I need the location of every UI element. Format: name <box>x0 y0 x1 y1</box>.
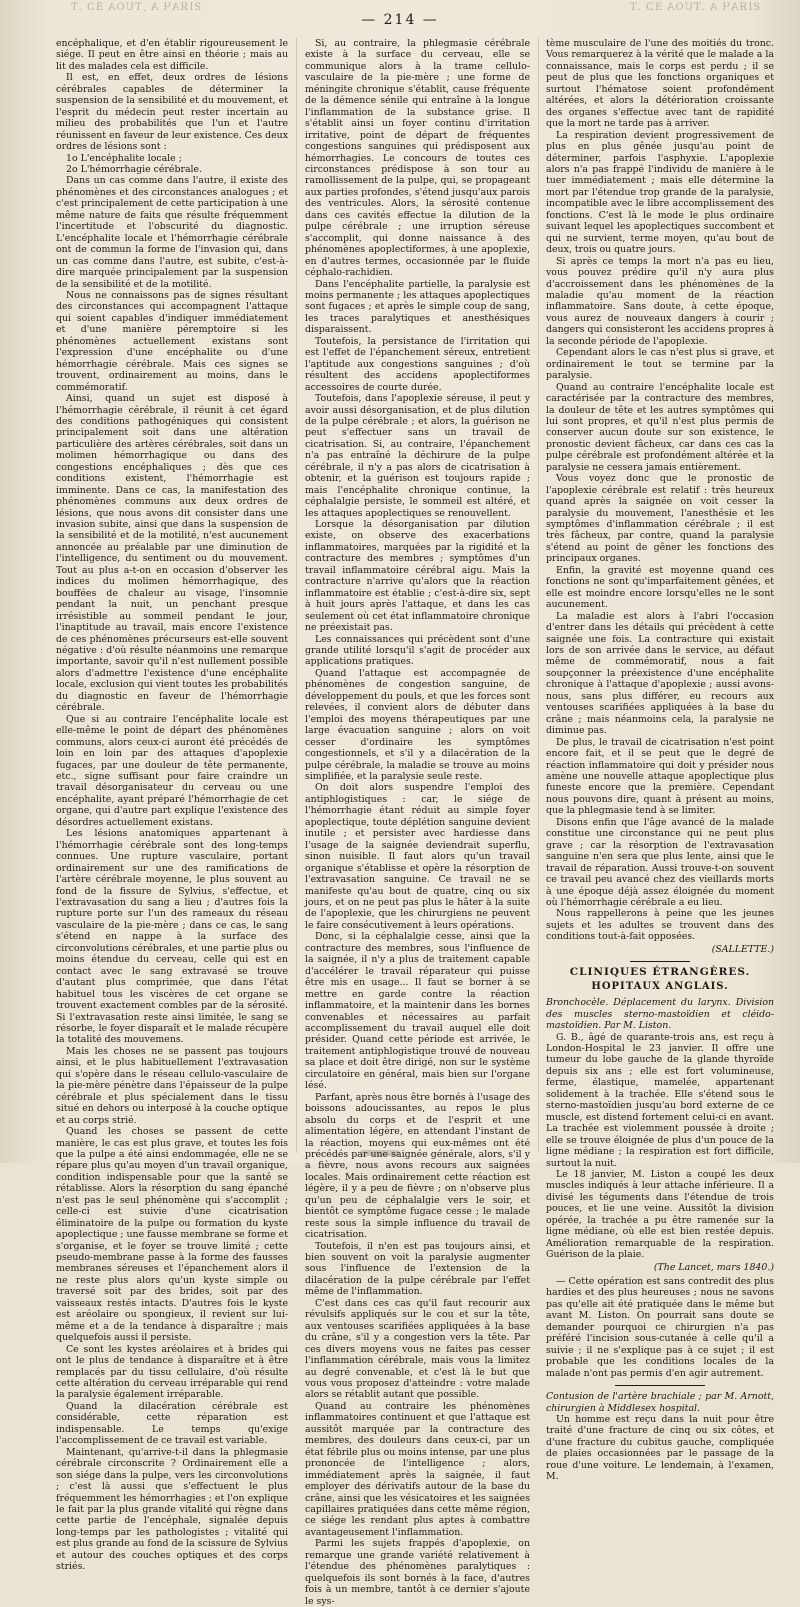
paragraph: Toutefois, dans l'apoplexie séreuse, il peut y avoir aussi désorganisation, et de plus dilution de la pulpe cérébrale ; et alors, la guérison ne peut s'effectuer sans un travail de cicatrisation. Si, au contraire, l'épanchement n'a pas entraîné la déchirure de la pulpe cérébrale, il n'y a pas alors de cicatrisation à obtenir, et la guérison est toujours rapide ; mais l'encéphalite chronique continue, la céphalalgie persiste, le sommeil est altéré, et les attaques apoplectiques se renouvellent. <box>305 393 530 519</box>
show-through-text-right: ƧIЯAЧ A .TUOA ƎƆ .T <box>628 2 760 13</box>
paragraph: C'est dans ces cas qu'il faut recourir aux révulsifs appliqués sur le cou et sur la tête, aux ventouses scarifiées appliquées à la base du crâne, s'il y a congestion vers la tête. Par ces divers moyens vous ne faites pas cesser l'inflammation cérébrale, mais vous la limitez au degré convenable, et c'est là le but que vous vous proposez d'atteindre : votre malade alors se rétablit autant que possible. <box>305 1297 530 1401</box>
paragraph: Ce sont les kystes aréolaires et à brides qui ont le plus de tendance à disparaître et à être remplacés par du tissu cellulaire, d'où résulte cette altération du cerveau irréparable qui rend la paralysie également irréparable. <box>56 1343 288 1401</box>
paragraph: Donc, si la céphalalgie cesse, ainsi que la contracture des membres, sous l'influence de la saignée, il n'y a plus de traitement capable d'accélérer le travail réparateur qui puisse être mis en usage... Il faut se borner à se mettre en garde contre la réaction inflammatoire, et la maintenir dans les bornes convenables et nécessaires au parfait accomplissement du travail auquel elle doit présider. Quand cette période est arrivée, le traitement antiphlogistique trouvé de nouveau sa place et doit être dirigé, non sur le système circulatoire en général, mais bien sur l'organe lésé. <box>305 931 530 1092</box>
show-through-text-left: ƧIЯAЧ A ,TUOA ƎƆ .T <box>70 2 202 13</box>
paragraph: Quand l'attaque est accompagnée de phénomènes de congestion sanguine, de développement du pouls, et que les forces sont relevées, il convient alors de débuter dans l'emploi des moyens thérapeutiques par une large évacuation sanguine ; alors on voit cesser d'ordinaire les symptômes congestionnels, et s'il y a dilacération de la pulpe cérébrale, la maladie se trouve au moins simplifiée, et la paralysie seule reste. <box>305 667 530 782</box>
paragraph: Cependant alors le cas n'est plus si grave, et ordinairement le tout se termine par la paralysie. <box>546 347 774 382</box>
paragraph: La respiration devient progressivement de plus en plus gênée jusqu'au point de déterminer, parfois l'asphyxie. L'apoplexie alors n'a pas frappé l'individu de manière à le tuer immédiatement ; mais elle détermine la mort par l'étendue trop grande de la paralysie, incompatible avec le libre accomplissement des fonctions. C'est là le mode le plus ordinaire suivant lequel les apoplectiques succombent et qui ne survient, terme moyen, qu'au bout de deux, trois ou quatre jours. <box>546 129 774 256</box>
article-2-heading <box>546 1391 774 1414</box>
paragraph: Quand les choses se passent de cette manière, le cas est plus grave, et toutes les fois que la pulpe a été ainsi endommagée, elle ne se répare plus qu'au moyen d'un travail organique, condition indispensable pour que la santé se rétablisse. Alors la résorption du sang épanché n'est pas le seul phénomène qui s'accomplit ; celle-ci est suivie d'une cicatrisation éliminatoire de la pulpe ou formation du kyste apoplectique ; une fausse membrane se forme et s'organise, et le foyer se trouve limité ; cette pseudo-membrane passe à la forme des fausses membranes séreuses et l'épanchement alors il ne reste plus alors qu'un kyste simple ou traversé soit par des brides, soit par des vaisseaux restés intacts. D'autres fois le kyste est aréolaire ou spongieux, il revient sur lui-même et a de la tendance à disparaître ; mais quelquefois aussi il persiste. <box>56 1126 288 1344</box>
paragraph: encéphalique, et d'en établir rigoureusement le siége. Il peut en être ainsi en théorie ; mais au lit des malades cela est difficile. <box>56 38 288 72</box>
paragraph: On doit alors suspendre l'emploi des antiphlogistiques : car, le siége de l'hémorrhagie étant réduit au simple foyer apoplectique, toute déplétion sanguine devient inutile ; et persister avec hardiesse dans l'usage de la saignée deviendrait superflu, sinon nuisible. Il faut alors qu'un travail organique s'établisse et opère la résorption de l'extravasation sanguine. Ce travail ne se manifeste qu'au bout de quatre, cinq ou six jours, et on ne peut pas plus le hâter à la suite de l'apoplexie, que les chirurgiens ne peuvent le faire consécutivement à leurs opérations. <box>305 782 530 931</box>
column-gutter-1 <box>296 38 297 1153</box>
paragraph: Parfant, après nous être bornés à l'usage des boissons adoucissantes, au repos le plus absolu du corps et de l'esprit et une alimentation légère, en attendant l'instant de la réaction, moyens qui eux-mêmes ont été précédés par une saignée générale, alors, s'il y a fièvre, nous avons recours aux saignées locales. Mais ordinairement cette réaction est légère, il y a peu de fièvre ; on n'observe plus qu'un peu de céphalalgie vers le soir, et bientôt ce symptôme fugace cesse ; le malade reste sous la simple influence du travail de cicatrisation. <box>305 1091 531 1241</box>
section-title: CLINIQUES ÉTRANGÈRES. <box>569 966 751 979</box>
paragraph: tème musculaire de l'une des moitiés du tronc. Vous remarquerez à la vérité que le malade a la connaissance, mais le corps est perdu ; il se peut de plus que les fonctions organiques et surtout l'hématose soient profondément altérées, et alors la détérioration croissante des organes s'effectue avec tant de rapidité que la mort ne tarde pas à arriver. <box>546 38 774 130</box>
column-3 <box>546 38 774 1483</box>
article-2-body <box>546 1414 774 1483</box>
paragraph: Les lésions anatomiques appartenant à l'hémorrhagie cérébrale sont des long-temps connues. Une rupture vasculaire, portant ordinairement sur une des ramifications de l'artère cérébrale moyenne, le plus souvent au fond de la fissure de Sylvius, s'effectue, et l'extravasation du sang a lieu ; d'autres fois la rupture porte sur l'un des rameaux du réseau vasculaire de la pie-mère ; dans ce cas, le sang s'étend en nappe à la surface des circonvolutions cérébrales, et une partie plus ou moins étendue du cerveau, celle qui est en contact avec le sang extravasé se trouve d'autant plus comprimée, que dans l'état habituel tous les viscères de cet organe se trouvent exactement combles par de la sérosité. Si l'extravasation reste ainsi limitée, le sang se résorbe, le foyer disparaît et le malade récupère la totalité des mouvemens. <box>56 828 288 1046</box>
ink-blot <box>360 1150 400 1156</box>
paragraph: 2o L'hémorrhagie cérébrale. <box>66 163 203 175</box>
paragraph: De plus, le travail de cicatrisation n'est point encore fait, et il se peut que le degré de réaction inflammatoire qui doit y présider nous amène une nouvelle attaque apoplectique plus funeste encore que la première. Cependant nous pouvons dire, quant à présent au moins, que la phlegmasie tend à se limiter. <box>546 736 774 817</box>
author-signature: (SALLETTE.) <box>711 943 774 955</box>
paragraph: Si, au contraire, la phlegmasie cérébrale existe à la surface du cerveau, elle se communique alors à la trame cellulo-vasculaire de la pie-mère ; une forme de méningite chronique s'établit, cause fréquente de la démence sénile qui entraîne à la longue l'inflammation de la substance grise. Il s'établit ainsi un foyer continu d'irritation irritative, point de départ de fréquentes congestions sanguines qui prédisposent aux hémorrhagies. Le concours de toutes ces circonstances prédispose à son tour au ramollissement de la pulpe, qui, se propageant aux parties profondes, s'étend jusqu'aux parois des ventricules. Alors, la sérosité contenue dans ces cavités effectue la dilution de la pulpe cérébrale ; une irruption séreuse s'accomplit, qui donne naissance à des phénomènes apoplectiformes, à une apoplexie, en d'autres termes, occasionnée par le fluide céphalo-rachidien. <box>305 38 530 279</box>
paragraph: Vous voyez donc que le pronostic de l'apoplexie cérébrale est relatif : très heureux quand après la saignée on voit cesser la paralysie du mouvement, l'anesthésie et les symptômes d'inflammation cérébrale ; il est très fâcheux, par contre, quand la paralysie s'étend au point de gêner les fonctions des principaux organes. <box>546 473 774 565</box>
column-1 <box>56 38 288 1573</box>
column-2-body <box>305 38 530 1607</box>
column-3-article-end <box>546 38 774 943</box>
column-2 <box>305 38 531 1607</box>
paragraph: Quand la dilacération cérébrale est considérable, cette réparation est indispensable. Le temps qu'exige l'accomplissement de ce travail est variable. <box>56 1400 288 1447</box>
article-1-source: (The Lancet, mars 1840.) <box>653 1261 774 1273</box>
article-1-heading-text: Bronchocèle. Déplacement du larynx. Division des muscles sterno-mastoïdien et cléido-mastoïdien. Par M. Liston. <box>546 997 774 1032</box>
paragraph: Que si au contraire l'encéphalite locale est elle-même le point de départ des phénomènes communs, alors ceux-ci auront été précédés de loin en loin par des attaques d'apoplexie fugaces, par une douleur de tête permanente, etc., signe suffisant pour faire craindre un travail désorganisateur du cerveau ou une encéphalite, ayant préparé l'hémorrhagie de cet organe, qui d'autre part explique l'existence des désordres actuellement existans. <box>56 713 288 828</box>
paragraph: Disons enfin que l'âge avancé de la malade constitue une circonstance qui ne peut plus grave ; car la résorption de l'extravasation sanguine n'en sera que plus lente, ainsi que le travail de réparation. Aussi trouve-t-on souvent ce travail peu avancé chez des vieillards morts à une époque déjà assez éloignée du moment où l'hémorrhagie cérébrale a eu lieu. <box>546 816 774 908</box>
article-1-commentary: — Cette opération est sans contredit des plus hardies et des plus heureuses ; nous ne savons pas qu'elle ait été pratiquée dans le même but avant M. Liston. On pourrait sans doute se demander pourquoi ce chirurgien n'a pas préféré l'incision sous-cutanée à celle qu'il a suivie ; il ne s'explique pas à ce sujet ; il est probable que les conditions locales de la malade n'ont pas permis d'en agir autrement. <box>546 1276 774 1379</box>
section-rule <box>630 961 690 962</box>
paragraph: Ainsi, quand un sujet est disposé à l'hémorrhagie cérébrale, il réunit à cet égard des conditions pathogéniques qui consistent principalement soit dans une altération particulière des artères cérébrales, soit dans un molimen hémorrhagique ou dans des congestions encéphaliques ; dès que ces conditions existent, l'hémorrhagie est imminente. Dans ce cas, la manifestation des phénomènes communs aux deux ordres de lésions, que nous avons dit consister dans une invasion subite, ainsi que dans la suspension de la sensibilité et de la motilité, n'est aucunement annoncée au préalable par une diminution de l'intelligence, du sentiment ou du mouvement. Tout au plus a-t-on en occasion d'observer les indices du molimen hémorrhagique, des bouffées de chaleur au visage, l'insomnie pendant la nuit, un penchant presque irrésistible au sommeil pendant le jour, l'inaptitude au travail, mais encore l'existence de ces phénomènes précurseurs est-elle souvent négative : d'où résulte néanmoins une remarque importante, savoir qu'il n'est nullement possible alors d'admettre l'existence d'une encéphalite locale, exclusion qui vient toutes les probabilités du diagnostic en faveur de l'hémorrhagie cérébrale. <box>56 393 288 714</box>
paragraph: Si après ce temps la mort n'a pas eu lieu, vous pouvez prédire qu'il n'y aura plus d'accroissement dans les phénomènes de la maladie qu'au moment de la réaction inflammatoire. Sans doute, à cette époque, vous aurez de nouveaux dangers à courir ; dangers qui consisteront les accidens propres à la seconde période de l'apoplexie. <box>546 255 774 347</box>
paragraph: Le 18 janvier, M. Liston a coupé les deux muscles indiqués à leur attache inférieure. Il a divisé les téguments dans l'étendue de trois pouces, et lie une veine. Aussitôt la division opérée, la trachée a pu être ramenée sur la ligne médiane, où elle est bien restée depuis. Amélioration remarquable de la respiration. Guérison de la plaie. <box>546 1168 774 1261</box>
page-number: — 214 — <box>361 12 439 28</box>
paragraph: Un homme est reçu dans la nuit pour être traité d'une fracture de cinq ou six côtes, et d'une fracture du cubitus gauche, compliquée de plaies occasionnées par le passage de la roue d'une voiture. Le lendemain, à l'examen, M. <box>546 1414 774 1483</box>
paragraph: 1o L'encéphalite locale ; <box>66 152 182 164</box>
article-1-heading <box>546 997 774 1031</box>
paragraph: Quand au contraire les phénomènes inflammatoires continuent et que l'attaque est aussitôt marquée par la contracture des membres, des douleurs dans ceux-ci, par un état fébrile plus ou moins intense, par une plus prononcée de l'intelligence ; alors, immédiatement après la saignée, il faut employer des dérivatifs autour de la base du crâne, ainsi que les vésicatoires et les saignées capillaires pratiquées dans cette même région, ce siége les rendant plus aptes à combattre avantageusement l'inflammation. <box>305 1400 530 1538</box>
paragraph: Toutefois, il n'en est pas toujours ainsi, et bien souvent on voit la paralysie augmenter sous l'influence de l'extension de la dilacération de la pulpe cérébrale par l'effet même de l'inflammation. <box>305 1240 530 1298</box>
paragraph: Nous rappellerons à peine que les jeunes sujets et les adultes se trouvent dans des conditions tout-à-fait opposées. <box>546 908 774 943</box>
paragraph: Nous ne connaissons pas de signes résultant des circonstances qui accompagnent l'attaque qui soient capables d'indiquer immédiatement et d'une manière péremptoire si les phénomènes actuellement existans sont l'expression d'une encéphalite ou d'une hémorrhagie cérébrale. Mais ces signes se trouvent, ordinairement au moins, dans le commémoratif. <box>56 289 288 393</box>
paragraph: Parmi les sujets frappés d'apoplexie, on remarque une grande variété relativement à l'étendue des phénomènes paralytiques : quelquefois ils sont bornés à la face, d'autres fois à un membre, tantôt à ce dernier s'ajoute le sys- <box>305 1538 530 1607</box>
column-gutter-2 <box>538 38 539 1153</box>
paragraph: Quand au contraire l'encéphalite locale est caractérisée par la contracture des membres, la douleur de tête et les autres symptômes qui lui sont propres, et qu'il n'est plus permis de conserver aucun doute sur son existence, le pronostic devient fâcheux, car dans ces cas la pulpe cérébrale est profondément altérée et la paralysie ne cessera jamais entièrement. <box>546 381 774 473</box>
paragraph: Il est, en effet, deux ordres de lésions cérébrales capables de déterminer la suspension de la sensibilité et du mouvement, et l'esprit du médecin peut rester incertain au milieu des probabilités que l'un et l'autre réunissent en faveur de leur existence. Ces deux ordres de lésions sont : <box>56 72 288 153</box>
paragraph: Lorsque la désorganisation par dilution existe, on observe des exacerbations inflammatoires, marquées par la rigidité et la contracture des membres ; symptômes d'un travail inflammatoire cérébral aigu. Mais la contracture n'arrive qu'alors que la réaction inflammatoire est établie ; c'est-à-dire six, sept à huit jours après l'attaque, et dans les cas seulement où cet état inflammatoire chronique ne préexistait pas. <box>305 519 530 634</box>
paragraph: Maintenant, qu'arrive-t-il dans la phlegmasie cérébrale circonscrite ? Ordinairement elle a son siége dans la pulpe, vers les circonvolutions ; c'est là aussi que s'effectuent le plus fréquemment les hémorrhagies ; et l'on explique le fait par la plus grande vitalité qui règne dans cette partie de l'encéphale, signalée depuis long-temps par les pathologistes ; vitalité qui est plus grande au fond de la scissure de Sylvius et autour des couches optiques et des corps striés. <box>56 1446 288 1573</box>
paragraph: Dans l'encéphalite partielle, la paralysie est moins permanente ; les attaques apoplectiques sont fugaces ; et après le simple coup de sang, les traces paralytiques et anesthésiques disparaissent. <box>305 278 530 336</box>
article-2-heading-text: Contusion de l'artère brachiale ; par M. Arnott, chirurgien à Middlesex hospital. <box>546 1391 774 1414</box>
article-1-body <box>546 1032 774 1261</box>
paragraph: Dans un cas comme dans l'autre, il existe des phénomènes et des circonstances analogues ; et c'est principalement de cette participation à une même nature de faits que résulte fréquemment l'incertitude et l'obscurité du diagnostic. L'encéphalite locale et l'hémorrhagie cérébrale ont de commun la forme de l'invasion qui, dans un cas comme dans l'autre, est subite, c'est-à-dire marquée principalement par la suspension de la sensibilité et de la motilité. <box>56 175 288 290</box>
paragraph: Mais les choses ne se passent pas toujours ainsi, et le plus habituellement l'extravasation qui s'opère dans le réseau cellulo-vasculaire de la pie-mère pénètre dans l'épaisseur de la pulpe cérébrale et plus spécialement dans le tissu situé en dehors ou interposé à la couche optique et au corps strié. <box>56 1045 288 1126</box>
article-divider <box>615 1385 705 1386</box>
paragraph: G. B., âgé de quarante-trois ans, est reçu à London-Hospital le 23 janvier. Il offre une tumeur du lobe gauche de la glande thyroïde depuis six ans ; elle est fort volumineuse, ferme, élastique, mamelée, appartenant solidement à la trachée. Elle s'étend sous le sterno-mastoïdien jusqu'au bord externe de ce muscle, est distend fortement celui-ci en avant. La trachée est violemment poussée à droite ; elle se trouve éloignée de plus d'un pouce de la ligne médiane ; la respiration est fort difficile, surtout la nuit. <box>546 1031 774 1169</box>
column-1-body <box>56 38 288 1573</box>
subsection-title: HOPITAUX ANGLAIS. <box>591 980 729 992</box>
paragraph: La maladie est alors à l'abri l'occasion d'entrer dans les détails qui précèdent à cette saignée une fois. La contracture qui existait lors de son arrivée dans le service, au défaut même de commémoratif, nous a fait soupçonner la préexistence d'une encéphalite chronique à l'attaque d'apoplexie ; aussi avons-nous, sans plus différer, eu recours aux ventouses scarifiées appliquées à la base du crâne ; mais néanmoins cela, la paralysie ne diminue pas. <box>546 610 774 737</box>
paragraph: Les connaissances qui précèdent sont d'une grande utilité lorsqu'il s'agit de procéder aux applications pratiques. <box>305 633 530 668</box>
paragraph: Toutefois, la persistance de l'irritation qui est l'effet de l'épanchement séreux, entretient l'aptitude aux congestions sanguines ; d'où résultent des accidens apoplectiformes accessoires de courte durée. <box>305 335 530 393</box>
paragraph: Enfin, la gravité est moyenne quand ces fonctions ne sont qu'imparfaitement gênées, et elle est moindre encore lorsqu'elles ne le sont aucunement. <box>546 564 774 611</box>
